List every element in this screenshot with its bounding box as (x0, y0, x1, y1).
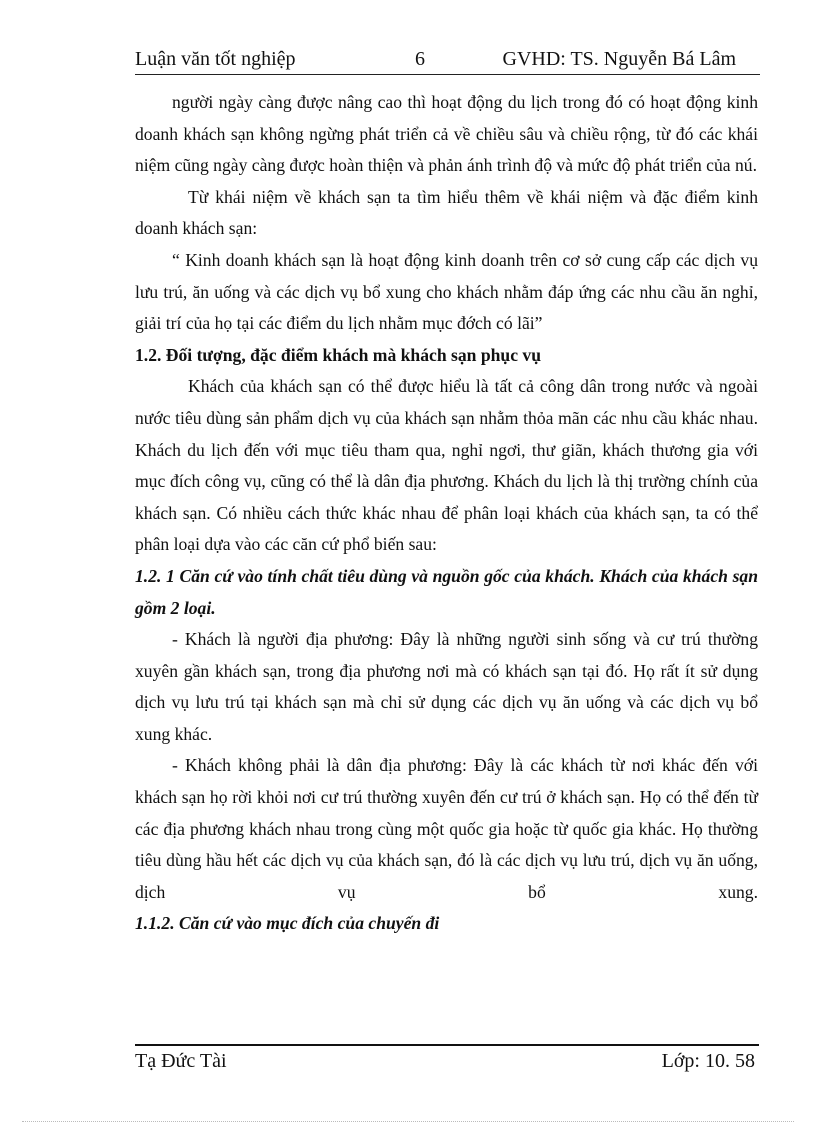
footer-divider (135, 1044, 759, 1046)
subsection-heading-1-2-1: 1.2. 1 Căn cứ vào tính chất tiêu dùng và nguồn gốc của khách. Khách của khách sạn gồm 2 loại. (135, 565, 758, 618)
paragraph-local-guests: - Khách là người địa phương: Đây là những người sinh sống và cư trú thường xuyên gần khách sạn, trong địa phương nơi mà có khách sạn tại đó. Họ rất ít sử dụng dịch vụ lưu trú tại khách sạn mà chỉ sử dụng các dịch vụ ăn uống và các dịch vụ bổ xung khác. (135, 629, 758, 744)
page-bottom-edge (22, 1121, 794, 1122)
header-thesis-title: Luận văn tốt nghiệp (135, 48, 296, 70)
section-heading-1-2: 1.2. Đối tượng, đặc điểm khách mà khách sạn phục vụ (135, 344, 541, 365)
paragraph-guest-overview: Khách của khách sạn có thể được hiểu là tất cả công dân trong nước và ngoài nước tiêu dùng sản phẩm dịch vụ của khách sạn nhằm thỏa mãn các nhu cầu khác nhau. Khách du lịch đến với mục tiêu tham qua, nghỉ ngơi, thư giãn, khách thương gia với mục đích công vụ, cũng có thể là dân địa phương. Khách du lịch là thị trường chính của khách sạn. Có nhiều cách thức khác nhau để phân loại khách của khách sạn, ta có thể phân loại dựa vào các căn cứ phổ biến sau: (135, 376, 758, 555)
subsection-heading-1-1-2: 1.1.2. Căn cứ vào mục đích của chuyến đi (135, 913, 440, 934)
page-header (135, 48, 760, 75)
page-footer (135, 1050, 755, 1078)
page-number: 6 (415, 48, 425, 70)
paragraph-nonlocal-guests: - Khách không phải là dân địa phương: Đây là các khách từ nơi khác đến với khách sạn họ rời khỏi nơi cư trú thường xuyên đến cư trú ở khách sạn. Họ có thể đến từ các địa phương khách nhau trong cùng một quốc gia hoặc từ quốc gia khác. Họ thường tiêu dùng hầu hết các dịch vụ của khách sạn, đó là các dịch vụ lưu trú, dịch vụ ăn uống, dịch vụ bổ xung. (135, 755, 758, 902)
footer-class: Lớp: 10. 58 (661, 1050, 755, 1072)
paragraph-concepts: người ngày càng được nâng cao thì hoạt động du lịch trong đó có hoạt động kinh doanh khách sạn không ngừng phát triển cả về chiều sâu và chiều rộng, từ đó các khái niệm cũng ngày càng được hoàn thiện và phản ánh trình độ và mức độ phát triển của nú. (135, 92, 758, 176)
header-supervisor: GVHD: TS. Nguyễn Bá Lâm (502, 48, 736, 70)
document-body (135, 87, 758, 940)
paragraph-business-intro: Từ khái niệm về khách sạn ta tìm hiểu thêm về khái niệm và đặc điểm kinh doanh khách sạn: (135, 186, 758, 239)
paragraph-definition-quote: “ Kinh doanh khách sạn là hoạt động kinh doanh trên cơ sở cung cấp các dịch vụ lưu trú, ăn uống và các dịch vụ bổ xung cho khách nhằm đáp ứng các nhu cầu ăn nghỉ, giải trí của họ tại các điểm du lịch nhằm mục đớch có lãi” (135, 249, 758, 334)
footer-author: Tạ Đức Tài (135, 1050, 227, 1072)
